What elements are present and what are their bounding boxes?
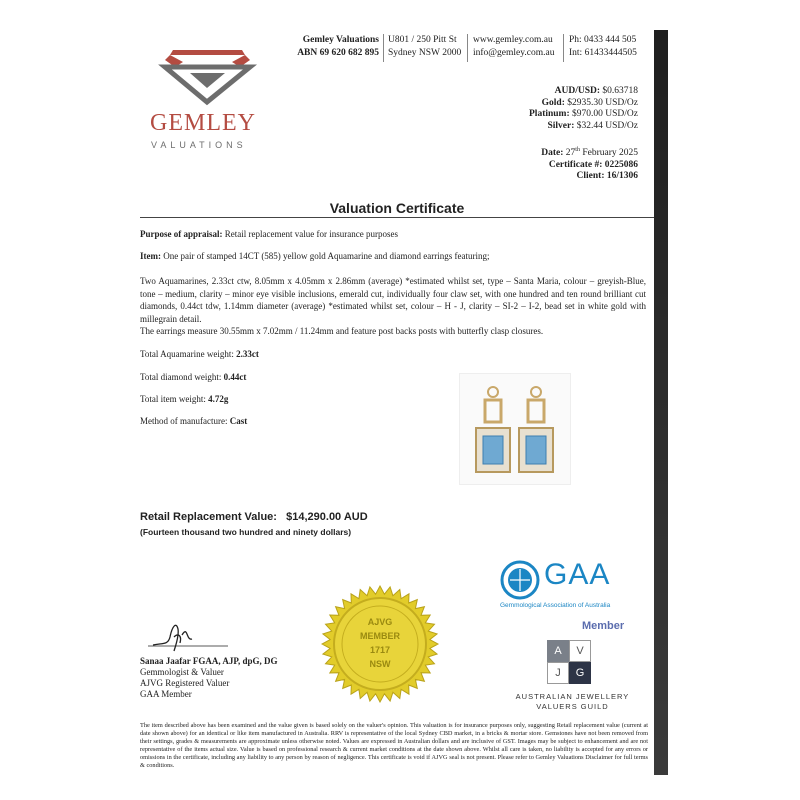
ajvg-tile-j: J (547, 662, 569, 684)
page-title: Valuation Certificate (329, 200, 465, 216)
address-line2: Sydney NSW 2000 (388, 48, 462, 58)
title-divider (140, 217, 654, 218)
ajvg-line1: AUSTRALIAN JEWELLERY (515, 692, 630, 701)
signatory (140, 656, 278, 700)
ajvg-tile-a: A (547, 640, 569, 662)
gaa-member: Member (582, 620, 625, 632)
address-line1: U801 / 250 Pitt St (388, 35, 457, 45)
signatory-title: AJVG Registered Valuer (140, 678, 230, 688)
seal-line: 1717 (369, 645, 391, 655)
side-bar (654, 30, 668, 775)
logo-subtitle: VALUATIONS (151, 140, 247, 150)
ajvg-tile-g: G (569, 662, 591, 684)
retail-value-words: (Fourteen thousand two hundred and ninety dollars) (140, 527, 352, 537)
spec-row: Total item weight: 4.72g (140, 394, 229, 404)
ajvg-seal (321, 585, 439, 703)
spec-row: Total Aquamarine weight: 2.33ct (140, 349, 259, 359)
gaa-full-name: Gemmological Association of Australia (500, 602, 611, 609)
ajvg-tile-v: V (569, 640, 591, 662)
gemley-logo (145, 40, 270, 155)
disclaimer-text: The item described above has been examined and the value given is based solely on the valuer's opinion. This valuation is for insurance purposes only, suggesting Retail replacement value (current at date shown above) for an identical or like item manufactured in Australia. RRV is representative of the local Sydney CBD market, in a bricks & mortar store. Gemstones have not been removed from their settings, grades & measurements are approximate unless otherwise noted. Values are expressed in Australian dollars and are inclusive of GST. Images may be subject to enhancement and are not representative of the items actual size. Value is based on professional research & current market conditions at the date shown above. Whilst all care is taken, no liability is accepted for any errors or omissions in the certificate, including any liability to any person by reason of negligence. This certificate is void if AJVG seal is not present. Please refer to Gemley Valuations Disclaimer for full terms & conditions. (140, 722, 648, 769)
seal-line: NSW (369, 659, 391, 669)
signatory-title: Gemmologist & Valuer (140, 667, 224, 677)
signatory-name: Sanaa Jaafar FGAA, AJP, dpG, DG (140, 656, 278, 666)
seal-line: AJVG (367, 617, 393, 627)
cert-client: Client: 16/1306 (576, 171, 638, 182)
retail-value: Retail Replacement Value: $14,290.00 AUD (140, 511, 368, 523)
header-web (473, 34, 554, 60)
earrings-photo (459, 373, 571, 485)
header-phone (569, 34, 637, 60)
ajvg-line2: VALUERS GUILD (536, 702, 609, 711)
gaa-abbr: GAA (544, 558, 611, 591)
gaa-logo (500, 560, 635, 635)
header-company (291, 34, 379, 60)
phone-number: Ph: 0433 444 505 (569, 35, 637, 45)
gaa-globe-icon (500, 560, 540, 600)
email-link[interactable]: info@gemley.com.au (473, 48, 555, 58)
rate-row: AUD/USD: $0.63718 (554, 86, 638, 96)
cert-number: Certificate #: 0225086 (548, 159, 638, 170)
website-link[interactable]: www.gemley.com.au (473, 35, 553, 45)
logo-name: GEMLEY (150, 110, 256, 136)
spec-row: Method of manufacture: Cast (140, 416, 248, 426)
earring-image (460, 374, 570, 484)
spec-row: Total diamond weight: 0.44ct (140, 372, 247, 382)
seal-line: MEMBER (360, 631, 400, 641)
certificate-info (541, 145, 638, 183)
cert-date: Date: 27th February 2025 (541, 147, 638, 159)
header-divider (563, 34, 564, 62)
item-line: Item: One pair of stamped 14CT (585) yellow gold Aquamarine and diamond earrings featuring; (140, 251, 490, 261)
rate-row: Silver: $32.44 USD/Oz (547, 120, 638, 131)
company-name: Gemley Valuations (302, 35, 379, 45)
item-description: Two Aquamarines, 2.33ct ctw, 8.05mm x 4.05mm x 2.86mm (average) *estimated whilst set, type – Santa Maria, colour – greyish-Blue, tone – medium, clarity – minor eye visible inclusions, emerald cut, individually four claw set, with one hundred and ten round brilliant cut diamonds, 0.44ct tdw, 1.14mm diameter (average) *estimated whilst set, colour – H - J, clarity – SI-2 – I-2, bead set in white gold with millegrain detail. (140, 276, 646, 324)
item-measurements: The earrings measure 30.55mm x 7.02mm / 11.24mm and feature post backs posts with butterfly clasp closures. (140, 326, 544, 336)
rate-row: Gold: $2935.30 USD/Oz (541, 97, 638, 108)
gem-icon (145, 40, 270, 110)
header-divider (467, 34, 468, 62)
company-abn: ABN 69 620 682 895 (297, 48, 379, 58)
ajvg-logo (510, 640, 635, 715)
purpose-line: Purpose of appraisal: Retail replacement value for insurance purposes (140, 229, 398, 239)
metal-rates (529, 86, 638, 132)
signatory-title: GAA Member (140, 689, 192, 699)
intl-number: Int: 61433444505 (569, 48, 637, 58)
rate-row: Platinum: $970.00 USD/Oz (529, 109, 638, 119)
header-divider (383, 34, 384, 62)
header-address (388, 34, 461, 60)
signature-icon (148, 615, 228, 655)
